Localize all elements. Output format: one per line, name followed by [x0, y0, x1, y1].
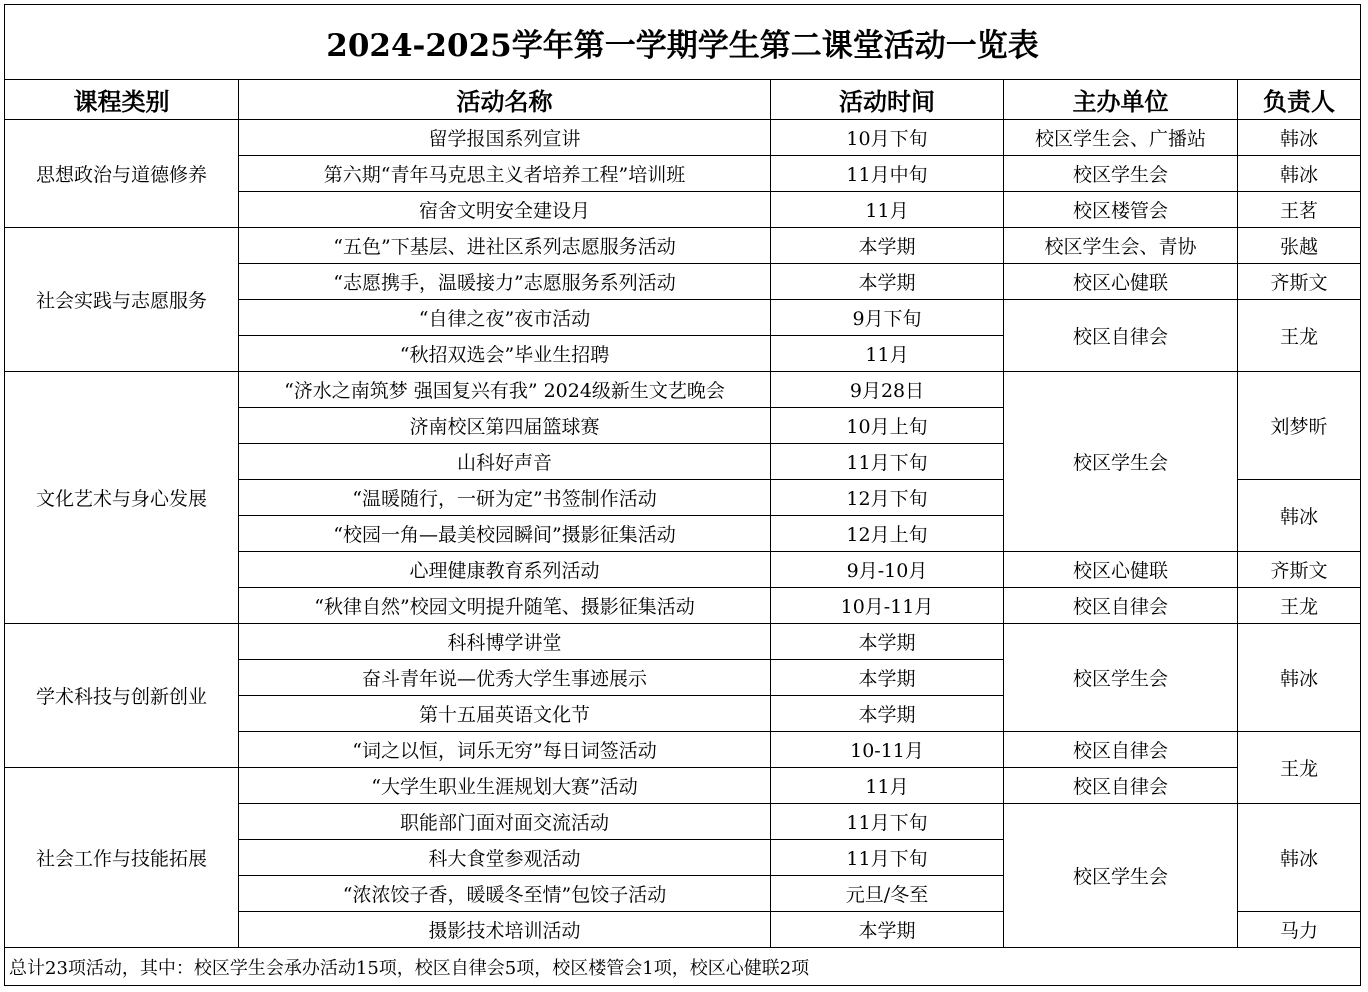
time-cell: 本学期 — [771, 912, 1004, 948]
time-cell: 9月下旬 — [771, 300, 1004, 336]
activity-cell: 科大食堂参观活动 — [239, 840, 771, 876]
organizer-cell: 校区自律会 — [1004, 732, 1238, 768]
header-organizer: 主办单位 — [1004, 80, 1238, 120]
time-cell: 9月-10月 — [771, 552, 1004, 588]
category-cell: 社会实践与志愿服务 — [5, 228, 239, 372]
time-cell: 元旦/冬至 — [771, 876, 1004, 912]
person-cell: 韩冰 — [1238, 804, 1361, 912]
table-row — [5, 768, 1361, 804]
table-row — [5, 372, 1361, 408]
person-cell: 王龙 — [1238, 732, 1361, 804]
time-cell: 11月下旬 — [771, 444, 1004, 480]
activity-cell: “自律之夜”夜市活动 — [239, 300, 771, 336]
activity-cell: “秋律自然”校园文明提升随笔、摄影征集活动 — [239, 588, 771, 624]
activity-cell: 摄影技术培训活动 — [239, 912, 771, 948]
header-activity: 活动名称 — [239, 80, 771, 120]
activity-cell: 心理健康教育系列活动 — [239, 552, 771, 588]
person-cell: 齐斯文 — [1238, 264, 1361, 300]
table-title: 2024-2025学年第一学期学生第二课堂活动一览表 — [5, 5, 1361, 80]
organizer-cell: 校区自律会 — [1004, 768, 1238, 804]
footer-row — [5, 948, 1361, 986]
activity-table — [4, 4, 1361, 986]
activity-cell: “词之以恒，词乐无穷”每日词签活动 — [239, 732, 771, 768]
organizer-cell: 校区楼管会 — [1004, 192, 1238, 228]
title-row — [5, 5, 1361, 80]
table-row — [5, 120, 1361, 156]
category-cell: 文化艺术与身心发展 — [5, 372, 239, 624]
activity-cell: “浓浓饺子香，暖暖冬至情”包饺子活动 — [239, 876, 771, 912]
summary-footer: 总计23项活动，其中：校区学生会承办活动15项，校区自律会5项，校区楼管会1项，校区心健联2项 — [5, 948, 1361, 986]
time-cell: 11月中旬 — [771, 156, 1004, 192]
person-cell: 马力 — [1238, 912, 1361, 948]
person-cell: 王龙 — [1238, 300, 1361, 372]
table-row — [5, 228, 1361, 264]
category-cell: 学术科技与创新创业 — [5, 624, 239, 768]
activity-cell: 科科博学讲堂 — [239, 624, 771, 660]
person-cell: 张越 — [1238, 228, 1361, 264]
time-cell: 本学期 — [771, 696, 1004, 732]
time-cell: 10月上旬 — [771, 408, 1004, 444]
activity-cell: 宿舍文明安全建设月 — [239, 192, 771, 228]
header-row — [5, 80, 1361, 120]
activity-cell: “五色”下基层、进社区系列志愿服务活动 — [239, 228, 771, 264]
organizer-cell: 校区学生会、广播站 — [1004, 120, 1238, 156]
time-cell: 本学期 — [771, 660, 1004, 696]
category-cell: 思想政治与道德修养 — [5, 120, 239, 228]
header-category: 课程类别 — [5, 80, 239, 120]
header-person: 负责人 — [1238, 80, 1361, 120]
time-cell: 本学期 — [771, 624, 1004, 660]
activity-cell: “校园一角—最美校园瞬间”摄影征集活动 — [239, 516, 771, 552]
activity-cell: 济南校区第四届篮球赛 — [239, 408, 771, 444]
time-cell: 12月下旬 — [771, 480, 1004, 516]
activity-cell: 职能部门面对面交流活动 — [239, 804, 771, 840]
person-cell: 王龙 — [1238, 588, 1361, 624]
time-cell: 10-11月 — [771, 732, 1004, 768]
table-row — [5, 624, 1361, 660]
person-cell: 韩冰 — [1238, 624, 1361, 732]
organizer-cell: 校区学生会 — [1004, 156, 1238, 192]
person-cell: 韩冰 — [1238, 156, 1361, 192]
activity-cell: “志愿携手，温暖接力”志愿服务系列活动 — [239, 264, 771, 300]
organizer-cell: 校区学生会、青协 — [1004, 228, 1238, 264]
time-cell: 11月下旬 — [771, 804, 1004, 840]
person-cell: 刘梦昕 — [1238, 372, 1361, 480]
time-cell: 11月下旬 — [771, 840, 1004, 876]
organizer-cell: 校区学生会 — [1004, 372, 1238, 552]
person-cell: 王茗 — [1238, 192, 1361, 228]
activity-cell: “温暖随行，一研为定”书签制作活动 — [239, 480, 771, 516]
person-cell: 齐斯文 — [1238, 552, 1361, 588]
time-cell: 10月-11月 — [771, 588, 1004, 624]
activity-cell: 第六期“青年马克思主义者培养工程”培训班 — [239, 156, 771, 192]
time-cell: 本学期 — [771, 228, 1004, 264]
time-cell: 10月下旬 — [771, 120, 1004, 156]
activity-cell: “秋招双选会”毕业生招聘 — [239, 336, 771, 372]
organizer-cell: 校区心健联 — [1004, 264, 1238, 300]
activity-cell: 奋斗青年说—优秀大学生事迹展示 — [239, 660, 771, 696]
organizer-cell: 校区学生会 — [1004, 804, 1238, 948]
activity-cell: “济水之南筑梦 强国复兴有我” 2024级新生文艺晚会 — [239, 372, 771, 408]
person-cell: 韩冰 — [1238, 120, 1361, 156]
header-time: 活动时间 — [771, 80, 1004, 120]
activity-cell: 山科好声音 — [239, 444, 771, 480]
time-cell: 9月28日 — [771, 372, 1004, 408]
time-cell: 11月 — [771, 336, 1004, 372]
person-cell: 韩冰 — [1238, 480, 1361, 552]
activity-cell: 第十五届英语文化节 — [239, 696, 771, 732]
time-cell: 11月 — [771, 768, 1004, 804]
time-cell: 12月上旬 — [771, 516, 1004, 552]
organizer-cell: 校区自律会 — [1004, 300, 1238, 372]
organizer-cell: 校区学生会 — [1004, 624, 1238, 732]
organizer-cell: 校区心健联 — [1004, 552, 1238, 588]
category-cell: 社会工作与技能拓展 — [5, 768, 239, 948]
organizer-cell: 校区自律会 — [1004, 588, 1238, 624]
activity-cell: “大学生职业生涯规划大赛”活动 — [239, 768, 771, 804]
time-cell: 本学期 — [771, 264, 1004, 300]
time-cell: 11月 — [771, 192, 1004, 228]
activity-cell: 留学报国系列宣讲 — [239, 120, 771, 156]
